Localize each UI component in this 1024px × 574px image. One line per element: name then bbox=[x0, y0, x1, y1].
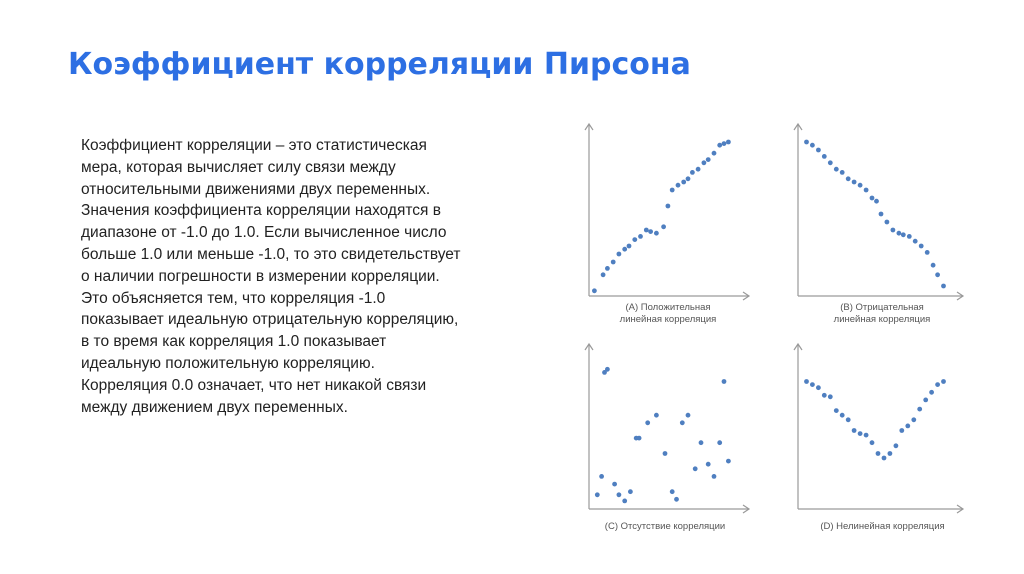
scatter-point bbox=[804, 140, 809, 145]
scatter-point bbox=[674, 497, 679, 502]
scatter-point bbox=[897, 231, 902, 236]
scatter-point bbox=[879, 212, 884, 217]
scatter-point bbox=[816, 148, 821, 153]
scatter-point bbox=[706, 462, 711, 467]
scatter-point bbox=[935, 272, 940, 277]
caption-positive bbox=[588, 302, 748, 326]
description-line: Коэффициент корреляции – это статистическая bbox=[81, 137, 427, 154]
scatter-point bbox=[712, 151, 717, 156]
scatter-point bbox=[816, 385, 821, 390]
scatter-point bbox=[599, 474, 604, 479]
scatter-point bbox=[858, 431, 863, 436]
description-line: между движением двух переменных. bbox=[81, 398, 348, 416]
scatter-point bbox=[654, 413, 659, 418]
scatter-point bbox=[846, 176, 851, 181]
scatter-point bbox=[874, 199, 879, 204]
scatter-point bbox=[941, 284, 946, 289]
scatter-point bbox=[605, 266, 610, 271]
scatter-point bbox=[852, 428, 857, 433]
caption-nonlinear bbox=[795, 521, 970, 533]
scatter-point bbox=[822, 393, 827, 398]
scatter-point bbox=[680, 420, 685, 425]
scatter-point bbox=[864, 188, 869, 193]
scatter-point bbox=[810, 143, 815, 148]
scatter-point bbox=[891, 228, 896, 233]
scatter-point bbox=[894, 443, 899, 448]
description-line: идеальную положительную корреляцию. bbox=[81, 354, 375, 372]
scatter-point bbox=[917, 407, 922, 412]
scatter-point bbox=[622, 499, 627, 504]
scatter-point bbox=[648, 229, 653, 234]
scatter-point bbox=[804, 379, 809, 384]
caption-no-correlation bbox=[580, 521, 750, 533]
scatter-point bbox=[840, 413, 845, 418]
scatter-point bbox=[627, 244, 632, 249]
scatter-point bbox=[870, 440, 875, 445]
scatter-point bbox=[901, 232, 906, 237]
scatter-point bbox=[686, 176, 691, 181]
caption-line: линейная корреляция bbox=[833, 314, 931, 325]
scatter-point bbox=[941, 379, 946, 384]
scatter-panel-nonlinear bbox=[792, 338, 967, 513]
scatter-point bbox=[712, 474, 717, 479]
scatter-point bbox=[661, 224, 666, 229]
scatter-point bbox=[638, 234, 643, 239]
scatter-plot-nonlinear bbox=[792, 338, 967, 513]
description-line: Это объясняется тем, что корреляция -1.0 bbox=[81, 289, 386, 307]
scatter-point bbox=[911, 417, 916, 422]
scatter-point bbox=[905, 424, 910, 429]
scatter-point bbox=[644, 228, 649, 233]
scatter-point bbox=[605, 367, 610, 372]
scatter-point bbox=[919, 244, 924, 249]
scatter-point bbox=[617, 252, 622, 257]
scatter-point bbox=[885, 220, 890, 225]
scatter-point bbox=[888, 451, 893, 456]
scatter-point bbox=[935, 382, 940, 387]
description-line: относительными движениями двух переменных. bbox=[81, 180, 431, 198]
scatter-point bbox=[907, 234, 912, 239]
scatter-panel-no-correlation bbox=[583, 338, 753, 513]
scatter-point bbox=[632, 237, 637, 242]
scatter-point bbox=[670, 188, 675, 193]
scatter-point bbox=[717, 143, 722, 148]
scatter-point bbox=[913, 239, 918, 244]
scatter-point bbox=[931, 263, 936, 268]
scatter-point bbox=[706, 157, 711, 162]
description-line: Корреляция 0.0 означает, что нет никакой связи bbox=[81, 376, 427, 394]
scatter-point bbox=[595, 492, 600, 497]
scatter-panel-negative bbox=[792, 118, 967, 300]
scatter-point bbox=[670, 489, 675, 494]
scatter-point bbox=[592, 288, 597, 293]
scatter-point bbox=[882, 456, 887, 461]
scatter-point bbox=[846, 417, 851, 422]
scatter-point bbox=[864, 433, 869, 438]
scatter-point bbox=[722, 379, 727, 384]
scatter-point bbox=[726, 459, 731, 464]
description-line: в то время как корреляция 1.0 показывает bbox=[81, 333, 387, 351]
scatter-point bbox=[726, 140, 731, 145]
description-line: показывает идеальную отрицательную корреляцию, bbox=[81, 311, 459, 329]
slide-title: Коэффициент корреляции Пирсона bbox=[68, 47, 691, 82]
scatter-point bbox=[828, 394, 833, 399]
scatter-point bbox=[681, 180, 686, 185]
caption-line: (B) Отрицательная bbox=[840, 302, 924, 313]
caption-line: (C) Отсутствие корреляции bbox=[604, 521, 726, 532]
scatter-point bbox=[834, 167, 839, 172]
scatter-point bbox=[834, 408, 839, 413]
scatter-point bbox=[663, 451, 668, 456]
scatter-point bbox=[612, 482, 617, 487]
scatter-point bbox=[810, 382, 815, 387]
scatter-point bbox=[722, 141, 727, 146]
scatter-point bbox=[666, 204, 671, 209]
scatter-point bbox=[690, 170, 695, 175]
scatter-point bbox=[699, 440, 704, 445]
scatter-point bbox=[601, 272, 606, 277]
description-line: Значения коэффициента корреляции находятся в bbox=[81, 202, 441, 220]
scatter-point bbox=[899, 428, 904, 433]
scatter-plot-no-correlation bbox=[583, 338, 753, 513]
scatter-point bbox=[654, 231, 659, 236]
scatter-point bbox=[702, 160, 707, 165]
scatter-plot-positive bbox=[583, 118, 753, 300]
scatter-point bbox=[929, 390, 934, 395]
caption-line: (A) Положительная bbox=[625, 302, 711, 313]
scatter-point bbox=[676, 183, 681, 188]
scatter-point bbox=[870, 196, 875, 201]
description-line: больше 1.0 или меньше -1.0, то это свидетельствует bbox=[81, 245, 461, 263]
scatter-point bbox=[852, 180, 857, 185]
scatter-point bbox=[617, 492, 622, 497]
caption-line: линейная корреляция bbox=[619, 314, 717, 325]
scatter-point bbox=[925, 250, 930, 255]
scatter-point bbox=[876, 451, 881, 456]
scatter-point bbox=[686, 413, 691, 418]
scatter-point bbox=[828, 160, 833, 165]
scatter-point bbox=[622, 247, 627, 252]
scatter-point bbox=[637, 436, 642, 441]
caption-negative bbox=[802, 302, 962, 326]
scatter-point bbox=[611, 260, 616, 265]
description-line: диапазоне от -1.0 до 1.0. Если вычисленное число bbox=[81, 224, 447, 242]
description-line: о наличии погрешности в измерении корреляции. bbox=[81, 267, 440, 285]
scatter-point bbox=[693, 466, 698, 471]
caption-line: (D) Нелинейная корреляция bbox=[820, 521, 945, 532]
description-line: мера, которая вычисляет силу связи между bbox=[81, 158, 396, 176]
scatter-point bbox=[858, 183, 863, 188]
scatter-plot-negative bbox=[792, 118, 967, 300]
scatter-panel-positive bbox=[583, 118, 753, 300]
scatter-point bbox=[628, 489, 633, 494]
scatter-point bbox=[923, 398, 928, 403]
scatter-point bbox=[822, 154, 827, 159]
scatter-point bbox=[696, 167, 701, 172]
description-text bbox=[81, 135, 551, 418]
scatter-point bbox=[645, 420, 650, 425]
scatter-point bbox=[840, 170, 845, 175]
scatter-point bbox=[717, 440, 722, 445]
